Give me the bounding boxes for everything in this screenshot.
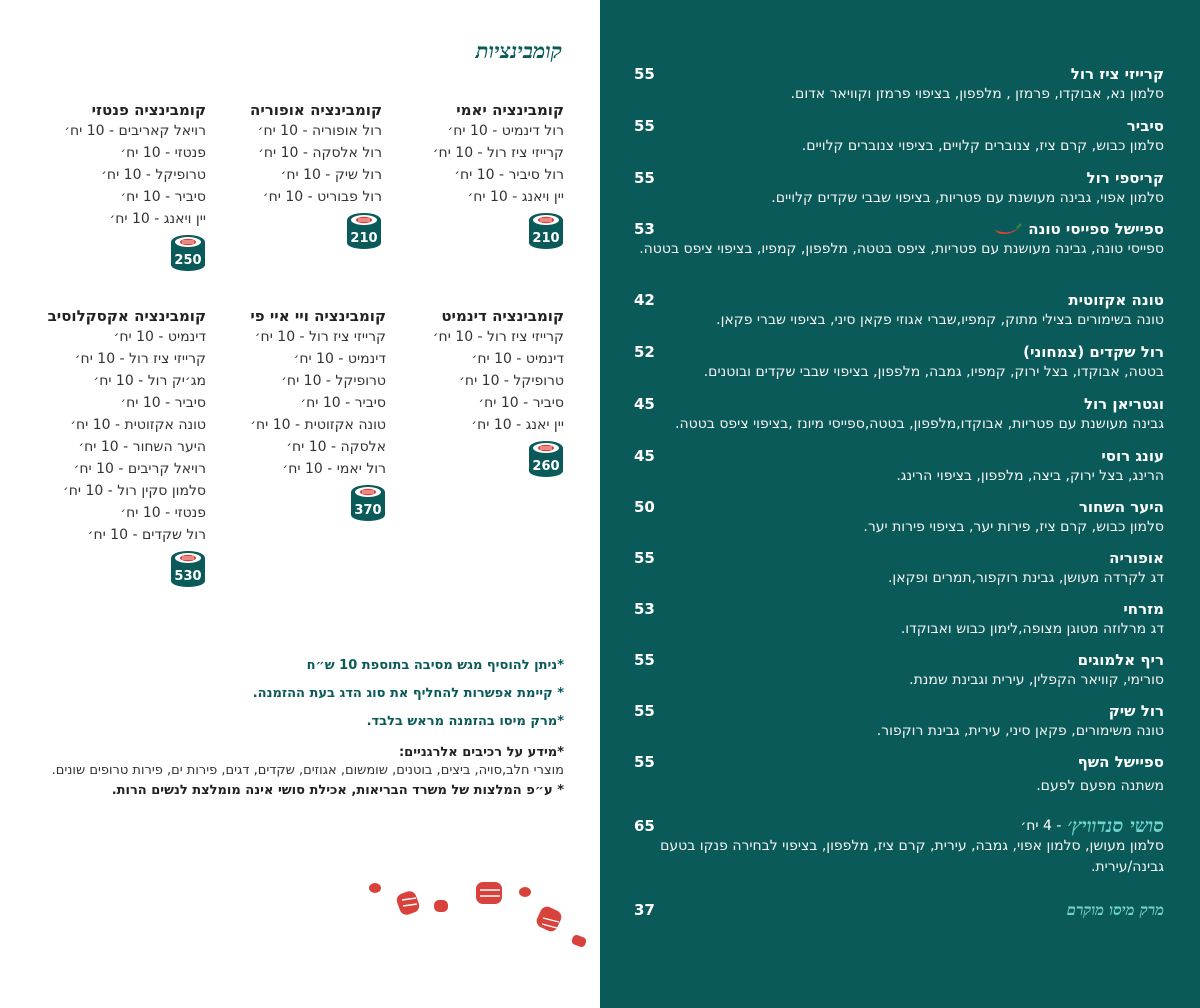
combo-title: קומבינציה אקסקלוסיב xyxy=(47,307,206,325)
combo-fantasy xyxy=(64,100,206,272)
combo-line: סיביר - 10 יח׳ xyxy=(120,395,206,411)
combo-line: רול אופוריה - 10 יח׳ xyxy=(257,123,382,139)
combo-list xyxy=(250,120,382,208)
item-price: 50 xyxy=(634,498,655,516)
item-description: סלמון מעושן, סלמון אפוי, גמבה, עירית, קרם ציז, מלפפון, בציפוי לבחירה פנקו בטעם גבינה/עירית. xyxy=(660,838,1164,875)
item-description: טונה משימורים, פקאן סיני, עירית, גבינת רוקפור. xyxy=(876,723,1164,739)
item-price: 37 xyxy=(634,901,655,919)
combo-price: 210 xyxy=(532,231,560,246)
combo-line: רול פבוריט - 10 יח׳ xyxy=(262,189,382,205)
menu-item-siberia xyxy=(634,116,1164,157)
item-name: וגטריאן רול xyxy=(1083,395,1164,413)
miso-note: *מרק מיסו בהזמנה מראש בלבד. xyxy=(366,714,564,729)
menu-item-coral-reef xyxy=(634,650,1164,691)
item-price: 42 xyxy=(634,291,655,309)
menu-item-sushi-sandwich xyxy=(634,816,1164,878)
combo-line: טרופיקל - 10 יח׳ xyxy=(459,373,564,389)
combo-line: היער השחור - 10 יח׳ xyxy=(78,439,206,455)
menu-item-crazy-cheese-roll xyxy=(634,64,1164,105)
combo-list xyxy=(433,120,564,208)
item-price: 65 xyxy=(634,817,655,835)
combo-title: קומבינציה פנטזי xyxy=(91,101,206,119)
allergen-text: מוצרי חלב,סויה, ביצים, בוטנים, שומשום, אגוזים, שקדים, דגים, פירות ים, פירות טרופים שונים. xyxy=(51,763,564,778)
combo-line: רול סיביר - 10 יח׳ xyxy=(454,167,564,183)
price-badge xyxy=(170,548,206,588)
menu-item-almond-roll xyxy=(634,342,1164,383)
combo-list xyxy=(250,326,386,480)
combo-line: קרייזי ציז רול - 10 יח׳ xyxy=(432,329,564,345)
item-name: ספיישל ספייסי טונה xyxy=(1028,220,1164,238)
combinations-title: קומבינציות xyxy=(475,38,562,63)
item-description: דג מרלוזה מטוגן מצופה,לימון כבוש ואבוקדו. xyxy=(900,621,1164,637)
combo-line: דינמיט - 10 יח׳ xyxy=(293,351,386,367)
item-name: מזרחי xyxy=(1123,600,1164,618)
item-name: ספיישל השף xyxy=(1077,753,1164,771)
menu-item-vegetarian-roll xyxy=(634,394,1164,435)
combo-title: קומבינציה ויי איי פי xyxy=(250,307,386,325)
item-name: היער השחור xyxy=(1078,498,1164,516)
item-name: רול שקדים (צמחוני) xyxy=(1023,343,1164,361)
combo-line: פנטזי - 10 יח׳ xyxy=(120,505,206,521)
combo-price: 530 xyxy=(174,569,202,584)
combo-line: טרופיקל - 10 יח׳ xyxy=(281,373,386,389)
combo-line: רול שקדים - 10 יח׳ xyxy=(87,527,206,543)
combo-line: יין ויאנג - 10 יח׳ xyxy=(109,211,206,227)
combo-line: אלסקה - 10 יח׳ xyxy=(286,439,386,455)
price-badge xyxy=(170,232,206,272)
combo-line: טונה אקזוטית - 10 יח׳ xyxy=(70,417,206,433)
combo-price: 370 xyxy=(354,503,382,518)
menu-item-mizrahi xyxy=(634,599,1164,640)
combo-dynamite xyxy=(433,306,564,478)
combo-title: קומבינציה יאמי xyxy=(456,101,564,119)
item-name: מרק מיסו מוקרם xyxy=(1066,901,1164,919)
combo-line: מג׳יק רול - 10 יח׳ xyxy=(93,373,206,389)
item-price: 55 xyxy=(634,169,655,187)
combo-line: קרייזי ציז רול - 10 יח׳ xyxy=(74,351,206,367)
item-price: 55 xyxy=(634,753,655,771)
menu-item-creamy-miso-soup xyxy=(634,900,1164,920)
item-description: גבינה מעושנת עם פטריות, אבוקדו,מלפפון, בטטה,ספייסי מיונז ,בציפוי ציפס בטטה. xyxy=(675,416,1164,432)
menu-item-chic-roll xyxy=(634,701,1164,742)
combo-euphoria xyxy=(250,100,382,250)
item-description: סלמון כבוש, קרם ציז, פירות יער, בציפוי פירות יער. xyxy=(863,519,1164,535)
item-name: אופוריה xyxy=(1109,549,1164,567)
price-badge xyxy=(346,210,382,250)
combo-exclusive xyxy=(48,306,206,588)
menu-item-crispy-roll xyxy=(634,168,1164,209)
notes-section xyxy=(44,652,564,802)
menu-item-special-spicy-tuna xyxy=(634,219,1164,260)
combo-line: רול יאמי - 10 יח׳ xyxy=(282,461,386,477)
combo-price: 250 xyxy=(174,253,202,268)
combo-yummy xyxy=(433,100,564,250)
item-description: ספייסי טונה, גבינה מעושנת עם פטריות, ציפס בטטה, מלפפון, קמפיו, בציפוי ציפס בטטה. xyxy=(639,241,1164,257)
item-description: סלמון אפוי, גבינה מעושנת עם פטריות, בציפוי שבבי שקדים קלויים. xyxy=(771,190,1164,206)
menu-item-russian-delight xyxy=(634,446,1164,487)
combo-line: רול שיק - 10 יח׳ xyxy=(280,167,382,183)
price-badge xyxy=(350,482,386,522)
item-price: 45 xyxy=(634,447,655,465)
combo-list xyxy=(433,326,564,436)
menu-item-black-forest xyxy=(634,497,1164,538)
combo-line: יין יאנג - 10 יח׳ xyxy=(471,417,564,433)
combo-line: רויאל קאריבים - 10 יח׳ xyxy=(64,123,206,139)
menu-item-euphoria xyxy=(634,548,1164,589)
item-price: 55 xyxy=(634,549,655,567)
item-price: 53 xyxy=(634,600,655,618)
item-name: קרייזי ציז רול xyxy=(1070,65,1164,83)
item-price: 53 xyxy=(634,220,655,238)
combo-line: רויאל קריבים - 10 יח׳ xyxy=(73,461,206,477)
item-description: בטטה, אבוקדו, בצל ירוק, קמפיו, גמבה, מלפפון, בציפוי שבבי שקדים ובוטנים. xyxy=(703,364,1164,380)
party-tray-note: *ניתן להוסיף מגש מסיבה בתוספת 10 ש״ח xyxy=(306,658,564,673)
combo-price: 260 xyxy=(532,459,560,474)
combo-line: דינמיט - 10 יח׳ xyxy=(113,329,206,345)
combo-line: טרופיקל - 10 יח׳ xyxy=(101,167,206,183)
item-name: רול שיק xyxy=(1108,702,1164,720)
item-description: דג לקרדה מעושן, גבינת רוקפור,תמרים ופקאן. xyxy=(887,570,1164,586)
item-name: ריף אלמוגים xyxy=(1077,651,1164,669)
price-badge xyxy=(528,210,564,250)
combo-price: 210 xyxy=(350,231,378,246)
health-note: * ע״פ המלצות של משרד הבריאות, אכילת סושי אינה מומלצת לנשים הרות. xyxy=(111,783,564,798)
item-description: משתנה מפעם לפעם. xyxy=(1036,778,1164,794)
combo-vip xyxy=(250,306,386,522)
combo-line: סיביר - 10 יח׳ xyxy=(120,189,206,205)
menu-item-exotic-tuna xyxy=(634,290,1164,331)
combo-line: טונה אקזוטית - 10 יח׳ xyxy=(250,417,386,433)
combo-line: דינמיט - 10 יח׳ xyxy=(471,351,564,367)
item-description: טונה בשימורים בצילי מתוק, קמפיו,שברי אגוזי פקאן סיני, בציפוי שברי פקאן. xyxy=(716,312,1164,328)
item-price: 55 xyxy=(634,651,655,669)
price-badge xyxy=(528,438,564,478)
item-name: עונג רוסי xyxy=(1101,447,1164,465)
combo-title: קומבינציה אופוריה xyxy=(250,101,382,119)
combo-line: קרייזי ציז רול - 10 יח׳ xyxy=(432,145,564,161)
combo-line: סלמון סקין רול - 10 יח׳ xyxy=(62,483,206,499)
chili-pepper-icon xyxy=(992,222,1022,236)
combo-line: יין ויאנג - 10 יח׳ xyxy=(467,189,564,205)
combo-line: קרייזי ציז רול - 10 יח׳ xyxy=(254,329,386,345)
allergen-title: *מידע על רכיבים אלרגניים: xyxy=(398,745,564,760)
item-name: קריספי רול xyxy=(1086,169,1164,187)
rolls-menu-panel xyxy=(600,0,1200,1008)
item-name: סושי סנדוויץ׳ xyxy=(1067,815,1164,837)
swap-fish-note: * קיימת אפשרות להחליף את סוג הדג בעת ההזמנה. xyxy=(252,686,564,701)
combo-line: רול אלסקה - 10 יח׳ xyxy=(258,145,382,161)
combo-list xyxy=(64,120,206,230)
item-name: סיביר xyxy=(1126,117,1164,135)
item-quantity: - 4 יח׳ xyxy=(1020,818,1062,834)
item-name: טונה אקזוטית xyxy=(1068,291,1164,309)
item-description: סלמון נא, אבוקדו, פרמזן , מלפפון, בציפוי פרמזן וקוויאר אדום. xyxy=(790,86,1164,102)
item-price: 55 xyxy=(634,117,655,135)
combo-line: פנטזי - 10 יח׳ xyxy=(120,145,206,161)
item-description: הרינג, בצל ירוק, ביצה, מלפפון, בציפוי הרינג. xyxy=(896,468,1164,484)
item-price: 45 xyxy=(634,395,655,413)
item-price: 55 xyxy=(634,702,655,720)
item-description: סורימי, קוויאר הקפלין, עירית וגבינת שמנת. xyxy=(909,672,1164,688)
menu-item-chef-special xyxy=(634,752,1164,797)
item-description: סלמון כבוש, קרם ציז, צנוברים קלויים, בציפוי צנוברים קלויים. xyxy=(801,138,1164,154)
combo-list xyxy=(48,326,206,546)
combo-line: סיביר - 10 יח׳ xyxy=(300,395,386,411)
combo-title: קומבינציה דינמיט xyxy=(441,307,564,325)
combo-line: רול דינמיט - 10 יח׳ xyxy=(447,123,564,139)
item-price: 55 xyxy=(634,65,655,83)
combo-line: סיביר - 10 יח׳ xyxy=(478,395,564,411)
item-price: 52 xyxy=(634,343,655,361)
